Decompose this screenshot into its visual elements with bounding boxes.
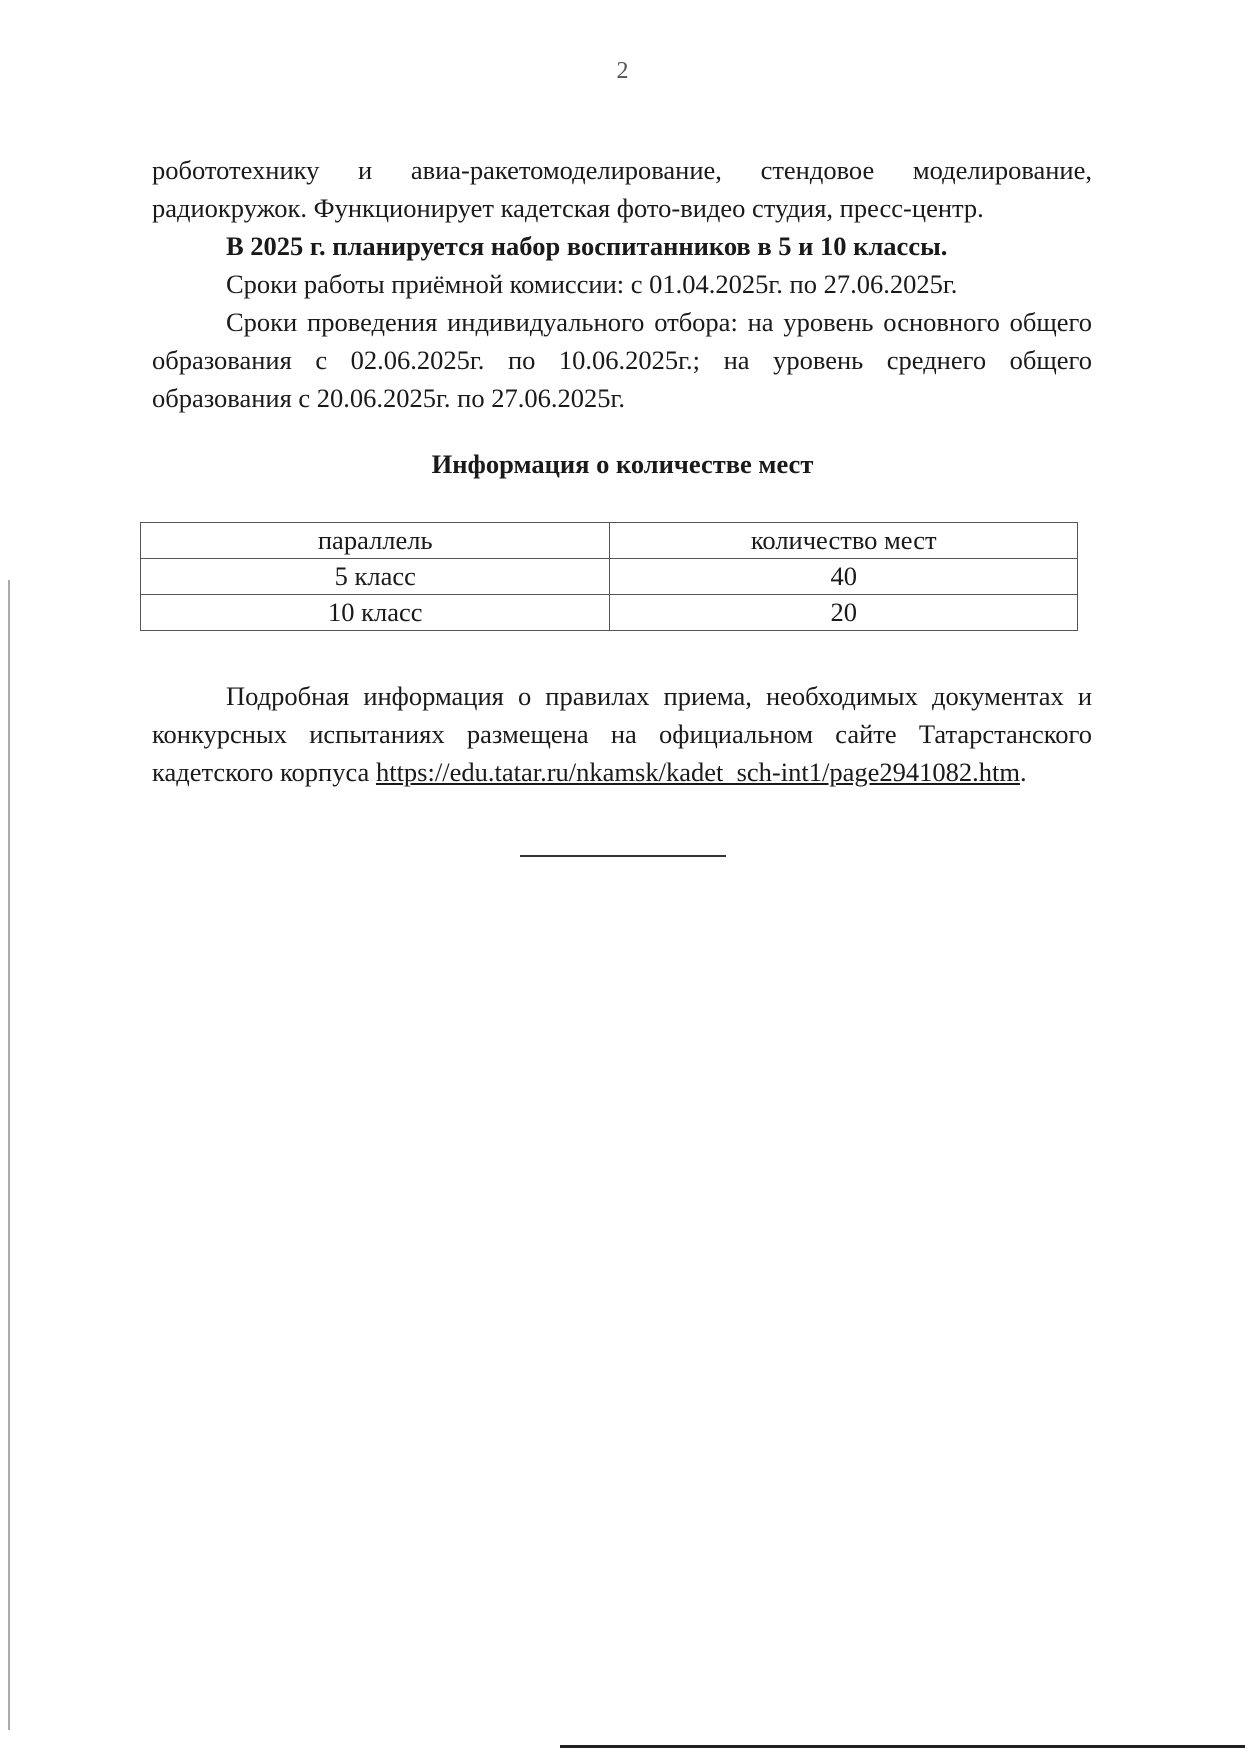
cell-parallel: 10 класс	[141, 595, 610, 631]
enrollment-note: В 2025 г. планируется набор воспитанников в 5 и 10 классы.	[226, 231, 948, 261]
website-link[interactable]: https://edu.tatar.ru/nkamsk/kadet_sch-int1/page2941082.htm	[375, 757, 1020, 787]
scan-edge-left	[8, 580, 10, 1730]
scan-edge-bottom	[560, 1745, 1245, 1748]
cell-parallel: 5 класс	[141, 559, 610, 595]
details-text: Подробная информация о правилах приема, необходимых документах и конкурсных испытаниях размещена на официальном сайте Татарстанского кадетского корпуса	[152, 681, 1092, 787]
header-places: количество мест	[610, 523, 1078, 559]
table-row	[141, 559, 1078, 595]
details-paragraph	[152, 677, 1092, 791]
cell-places: 40	[610, 559, 1078, 595]
end-rule	[520, 855, 726, 857]
details-trailing: .	[1019, 757, 1027, 787]
selection-dates: Сроки проведения индивидуального отбора: на уровень основного общего образования с 02.06.2025г. по 10.06.2025г.; на уровень среднего общего образования с 20.06.2025г. по 27.06.2025г.	[152, 307, 1092, 413]
intro-section	[152, 151, 1092, 417]
header-parallel: параллель	[141, 523, 610, 559]
places-table	[140, 522, 1078, 631]
commission-dates: Сроки работы приёмной комиссии: с 01.04.2025г. по 27.06.2025г.	[226, 269, 958, 299]
table-row	[141, 595, 1078, 631]
table-header-row	[141, 523, 1078, 559]
details-section	[152, 677, 1092, 791]
cell-places: 20	[610, 595, 1078, 631]
table-title: Информация о количестве мест	[431, 449, 814, 479]
page-number: 2	[616, 58, 629, 84]
intro-paragraph: робототехнику и авиа-ракетомоделирование, стендовое моделирование, радиокружок. Функционирует кадетская фото-видео студия, пресс-центр.	[152, 155, 1092, 223]
